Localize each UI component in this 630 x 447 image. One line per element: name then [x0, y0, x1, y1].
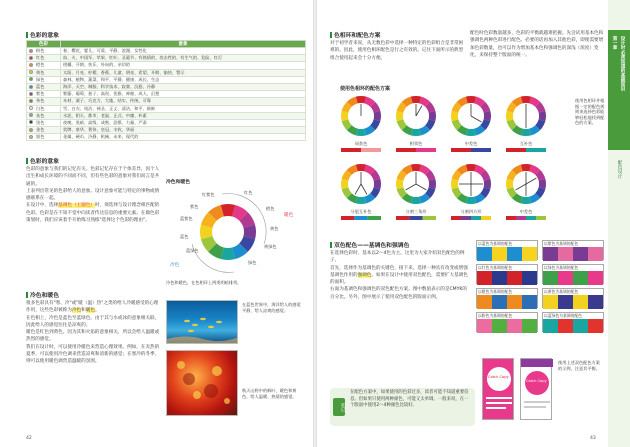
table-row: [27, 62, 306, 69]
color-name-cell: [27, 91, 61, 98]
scheme-segment: [466, 129, 476, 136]
warm-cold-wheel: [166, 186, 306, 278]
wheel-label: 绿色: [248, 260, 257, 265]
swatch-card: [476, 312, 538, 332]
swatch-block: [492, 247, 507, 261]
swatch-block: [588, 319, 603, 333]
table-row: [27, 127, 306, 134]
scheme-segment: [356, 129, 366, 136]
table-row: [27, 105, 306, 112]
scheme-swatch: [506, 216, 516, 220]
table-row: [27, 76, 306, 83]
table-row: [27, 69, 306, 76]
swatch-block: [522, 319, 537, 333]
color-meaning-cell: 水泥、阴天、都市、老鼠、正式、中庸、朴素: [61, 112, 306, 119]
color-meaning-cell: 奖牌、豪华、奢侈、皇冠、丰收、华丽: [61, 127, 306, 134]
table-row: [27, 119, 306, 126]
wheel-label: 橙色: [266, 206, 275, 211]
swatch-block: [522, 271, 537, 285]
swatch-row: [543, 295, 603, 309]
scheme-segment: [356, 96, 366, 103]
swatch-block: [492, 271, 507, 285]
mock-caption: 使用上述双色配色方案的示例，注意其平衡。: [558, 360, 600, 371]
warm-label: 暖色: [284, 213, 294, 218]
scheme-wheel: [451, 164, 491, 220]
swatch-card: [542, 312, 604, 332]
table-row: [27, 83, 306, 90]
scheme-swatch: [341, 216, 354, 220]
layout-mock-2: [520, 358, 552, 420]
color-name-cell: [27, 98, 61, 105]
color-name-cell: [27, 105, 61, 112]
scheme-swatch: [471, 148, 491, 152]
section-title-hue-circle: 色相环和配色方案: [330, 30, 380, 39]
swatch-block: [558, 271, 573, 285]
scheme-segment: [429, 179, 436, 189]
swatch-block: [522, 247, 537, 261]
swatch-row: [477, 271, 537, 285]
scheme-segment: [521, 197, 531, 204]
swatch-block: [588, 295, 603, 309]
wheel-label: 蓝紫色: [180, 216, 193, 221]
swatch-card: [542, 288, 604, 308]
swatch-block: [477, 319, 492, 333]
scheme-label: 分割四方形: [460, 209, 482, 214]
wheel-label: 红紫色: [202, 192, 215, 197]
scheme-segment: [374, 179, 381, 189]
color-dot: [29, 56, 33, 60]
swatch-block: [543, 271, 558, 285]
scheme-segment: [539, 111, 546, 121]
color-meaning-cell: 柑橘、开朗、快乐、外向的、亲切的: [61, 62, 306, 69]
scheme-wheel: [396, 96, 436, 152]
table-row: [27, 98, 306, 105]
two-color-paragraph: 在选择色彩时，基本以2～4色为主。这里为大家介绍双色配色的例子。 首先，选择作为基调色的关键色，接下来，选择一种具有改变或增强基调色作用的强调色。如果在设计中使用双色配色，需要扩大基调色的面积。 右面为基调色和强调色的双色配色方案。图中数值表示的是CMYK的百分比。另外，图中展示了使用双色配色的版面示例。: [330, 251, 468, 300]
scheme-segment: [466, 164, 476, 171]
swatch-card: [476, 288, 538, 308]
table-row: [27, 48, 306, 55]
section-title-warm-cold: 冷色和暖色: [26, 290, 59, 299]
scheme-swatch: [354, 216, 367, 220]
color-name: 蓝色: [36, 84, 45, 90]
color-meaning-table: [26, 40, 306, 141]
color-scheme-wheels: [335, 92, 565, 232]
scheme-swatch: [536, 216, 546, 220]
swatch-block: [477, 271, 492, 285]
table-header-row: [27, 41, 306, 48]
layout-mock-1: [482, 358, 514, 420]
swatch-block: [558, 295, 573, 309]
color-dot: [29, 92, 33, 96]
ocean-photo: [166, 300, 238, 344]
scheme-swatch: [341, 148, 361, 152]
wheel-label: 紫色: [190, 204, 199, 209]
color-name-cell: [27, 119, 61, 126]
swatch-block: [573, 271, 588, 285]
scheme-segment: [484, 179, 491, 189]
color-name-cell: [27, 134, 61, 141]
scheme-segment: [411, 164, 421, 171]
color-meaning-cell: 春、樱花、婴儿、可爱、平静、浪漫、女性化: [61, 48, 306, 55]
swatch-card-title: 以紫色为基调的配色: [544, 241, 579, 246]
scheme-swatch: [396, 216, 409, 220]
scheme-wheel: [506, 164, 546, 220]
table-row: [27, 112, 306, 119]
scheme-segment: [451, 179, 458, 189]
scheme-swatch: [526, 216, 536, 220]
swatch-card: [542, 264, 604, 284]
color-name: 灰色: [36, 112, 45, 118]
scheme-segment: [396, 111, 403, 121]
swatch-block: [543, 295, 558, 309]
swatch-block: [477, 295, 492, 309]
swatch-row: [477, 295, 537, 309]
page-number-left: 42: [26, 436, 32, 441]
scheme-segment: [341, 111, 348, 121]
table-row: [27, 134, 306, 141]
note-tag: 笔记: [333, 398, 345, 416]
scheme-swatch: [361, 148, 381, 152]
color-dot: [29, 106, 33, 110]
color-name-cell: [27, 62, 61, 69]
color-name: 黑色: [36, 119, 45, 125]
table-row: [27, 91, 306, 98]
color-name: 粉色: [36, 48, 45, 54]
scheme-swatch: [409, 216, 422, 220]
color-name-cell: [27, 55, 61, 62]
warm-cold-paragraph: 很多色彩具有"寒、冷"或"暖（温）热"之类的给人冷暖感受的心理作用，这些色彩被称为冷色和暖色。 在色相上，冷色是蓝色至蓝绿色。由于其与水或冰的意象相关联，因此给人的感觉往往是凉爽的。 暖色是红色到黄色。因为其和火焰的意象相关，所以会给人温暖或热烈的感觉。 我们在设计时，可以使用冷暖色来营造心理效果。例如，在炎热的夏季，可以使用冷色调来营造凉爽和清新的感觉；在寒冷的冬季，则可以使用暖色调营造温暖的氛围。: [26, 301, 160, 365]
swatch-card-title: 以黄色为基调的配色: [544, 289, 579, 294]
swatch-row: [543, 271, 603, 285]
scheme-swatch: [416, 148, 436, 152]
color-name: 红色: [36, 55, 45, 61]
scheme-segment: [506, 111, 513, 121]
wheel-label: 黄色: [270, 226, 279, 231]
scheme-swatch: [396, 148, 416, 152]
color-dot: [29, 63, 33, 67]
swatch-card: [542, 240, 604, 260]
swatch-card-title: 以红色为基调的配色: [478, 265, 513, 270]
color-meaning-cell: 森林、植物、蔬菜、和平、平静、健康、成长、生态: [61, 76, 306, 83]
scheme-swatch: [516, 216, 526, 220]
scheme-swatch: [471, 216, 481, 220]
scheme-label: 分裂互补色: [350, 209, 372, 214]
scheme-swatch: [526, 148, 546, 152]
mock-catch-copy-2: Catch Copy: [526, 379, 547, 383]
swatch-card-title: 以粉色为基调的配色: [478, 313, 513, 318]
scheme-swatch: [481, 216, 491, 220]
table-header-meaning: 意象: [61, 41, 306, 48]
swatch-card-title: 以蓝绿色为基调的配色: [544, 313, 582, 318]
color-meaning-cell: 太阳、月亮、柠檬、香蕉、儿童、明亮、希望、开朗、愉快、警示: [61, 69, 306, 76]
scheme-label: 互补色: [519, 141, 533, 146]
scheme-segment: [396, 179, 403, 189]
swatch-card-title: 以橙色为基调的配色: [478, 289, 513, 294]
section-bar: [26, 32, 28, 38]
color-name: 银色: [36, 134, 45, 140]
color-name: 紫色: [36, 91, 45, 97]
chapter-subtitle: 配色设计: [617, 160, 622, 179]
color-image-paragraph: 色彩的意象与我们的记忆有关。色彩记忆存在于个体差异，因个人出生和成长环境的不同而不同，但有些色彩的意象对我们而言是共通的。 上表列出常见的色彩给人的意象。设计意象可能与特定的事物或情感联系在一起。 在设计中，选择基调色（主题色）时，须选择与设计理念相匹配的色彩。色彩是在不知不觉中向读者传达信息的重要元素。在做色彩策划时，我们应该着手开始练习熟练"选择这个色彩的理由"。: [26, 167, 160, 224]
scheme-segment: [466, 197, 476, 204]
scheme-segment: [374, 111, 381, 121]
chapter-title: 设计时必须知道的基础知识: [620, 36, 625, 92]
swatch-block: [492, 319, 507, 333]
color-name: 茶色: [36, 98, 45, 104]
autumn-leaves-photo: [166, 350, 238, 416]
color-dot: [29, 99, 33, 103]
wheel-label: 黄绿色: [264, 244, 277, 249]
swatch-block: [543, 319, 558, 333]
scheme-label: 中差色: [519, 209, 533, 214]
scheme-label: 相邻色: [409, 141, 423, 146]
wheels-title: 使用色相环的配色方案: [340, 86, 391, 92]
mock-catch-copy-1: Catch Copy: [488, 375, 509, 379]
wheels-side-note: 使用色相环并根据一定的配色规则来选择色彩能够轻松地找到配色的方案。: [575, 98, 605, 126]
color-dot: [29, 85, 33, 89]
scheme-segment: [521, 129, 531, 136]
swatch-block: [507, 295, 522, 309]
scheme-swatch: [423, 216, 436, 220]
scheme-wheel: [396, 164, 436, 220]
color-name: 白色: [36, 105, 45, 111]
swatch-block: [492, 295, 507, 309]
color-name: 黄色: [36, 69, 45, 75]
color-name-cell: [27, 112, 61, 119]
ocean-photo-caption: 在蓝色世界中，海洋给人的感觉平静，给人凉爽的感觉。: [242, 302, 301, 313]
swatch-block: [573, 295, 588, 309]
color-name-cell: [27, 76, 61, 83]
scheme-segment: [356, 197, 366, 204]
scheme-segment: [521, 96, 531, 103]
swatch-row: [477, 319, 537, 333]
color-meaning-cell: 夜晚、黑暗、高级、成熟、恐惧、力量、严肃: [61, 119, 306, 126]
color-dot: [29, 128, 33, 132]
table-header-color: 色彩: [27, 41, 61, 48]
color-name-cell: [27, 48, 61, 55]
scheme-wheel: [341, 96, 381, 152]
scheme-segment: [521, 164, 531, 171]
wheel-label: 蓝绿色: [186, 248, 199, 253]
swatch-row: [543, 319, 603, 333]
section-title-two-color: 双色配色——基调色和强调色: [330, 240, 409, 249]
swatch-block: [543, 247, 558, 261]
swatch-block: [588, 271, 603, 285]
scheme-segment: [356, 164, 366, 171]
scheme-wheel: [451, 96, 491, 152]
color-dot: [29, 113, 33, 117]
scheme-segment: [411, 129, 421, 136]
swatch-block: [507, 271, 522, 285]
swatch-card: [476, 264, 538, 284]
swatch-row: [477, 247, 537, 261]
left-page: [0, 0, 313, 447]
hue-circle-paragraph-2: 配色时色彩数量越多，色彩的平衡就越难把握。先尝试用基本色和强调色两种色彩进行配色。必要的话再加入其他色彩，即使需要增加色彩数量，也可以作为增加基本色和强调色的深浅（浓度）变化，来保持整个版面的统一。: [470, 31, 604, 58]
swatch-block: [588, 247, 603, 261]
color-dot: [29, 77, 33, 81]
color-name: 金色: [36, 127, 45, 133]
swatch-card: [476, 240, 538, 260]
swatch-row: [543, 247, 603, 261]
color-dot: [29, 120, 33, 124]
scheme-swatch: [506, 148, 526, 152]
color-name-cell: [27, 127, 61, 134]
chapter-number: 第一章: [612, 36, 617, 50]
color-name: 橙色: [36, 62, 45, 68]
scheme-swatch: [461, 216, 471, 220]
swatch-block: [507, 247, 522, 261]
scheme-swatch: [451, 148, 471, 152]
scheme-label: 分割三角形: [405, 209, 427, 214]
color-name-cell: [27, 83, 61, 90]
scheme-segment: [466, 96, 476, 103]
scheme-segment: [484, 111, 491, 121]
wheel-label: 红色: [244, 190, 253, 195]
cold-label: 冷色: [170, 263, 180, 268]
wheel-title: 冷色和暖色: [166, 180, 190, 185]
wheel-label: 蓝色: [180, 234, 189, 239]
swatch-block: [507, 319, 522, 333]
scheme-segment: [539, 179, 546, 189]
color-name: 绿色: [36, 76, 45, 82]
scheme-label: 中差色: [464, 141, 478, 146]
page-number-right: 43: [590, 436, 596, 441]
color-dot: [29, 135, 33, 139]
color-name-cell: [27, 69, 61, 76]
scheme-segment: [429, 111, 436, 121]
swatch-block: [573, 247, 588, 261]
scheme-segment: [411, 197, 421, 204]
scheme-segment: [341, 179, 348, 189]
scheme-segment: [411, 96, 421, 103]
color-meaning-cell: 金属、硬币、冷静、机械、未来、现代的: [61, 134, 306, 141]
color-meaning-cell: 海洋、天空、制服、科学技术、寂寞、沉稳、冷静: [61, 83, 306, 90]
wheel-caption: 冷色和暖色，在色相环上两类明暗排列。: [166, 280, 242, 285]
table-title: 色彩的意象: [26, 30, 59, 39]
scheme-label: 同类色: [354, 141, 368, 146]
hue-circle-paragraph-1: 对于初学者来说，从无数色彩中选择一种特定的色彩组合是非常困难的。因此，使用色相环配色是行之有效的。记住下面所示的典型组合使用起来会十分方便。: [330, 41, 464, 61]
scheme-segment: [506, 179, 513, 189]
section-title-color-image: 色彩的意象: [26, 156, 59, 165]
swatch-block: [522, 295, 537, 309]
table-row: [27, 55, 306, 62]
color-meaning-cell: 木材、栗子、巧克力、大地、结实、传统、可靠: [61, 98, 306, 105]
scheme-wheel: [341, 164, 381, 220]
autumn-photo-caption: 秋天山野中的枫叶，暖色和黄色，给人温暖、热情的感觉。: [242, 388, 297, 399]
swatch-block: [558, 319, 573, 333]
color-meaning-cell: 血、火、中国军、苹果、红叶、圣诞节、有热情的、攻击性的、有生气的、危险、红灯: [61, 55, 306, 62]
note-text: 在配色方案中，如果使用的色彩过多，读者可能不知道重要信息。但如果只使用两种颜色，可能又太单调。一般来说，在一个版面中使用2～4种颜色比较好。: [350, 390, 469, 409]
swatch-block: [558, 247, 573, 261]
color-meaning-cell: 紫藤、葡萄、茄子、高贵、优雅、神秘、成人、幻想: [61, 91, 306, 98]
color-dot: [29, 49, 33, 53]
scheme-swatch: [451, 216, 461, 220]
swatch-block: [477, 247, 492, 261]
scheme-wheel: [506, 96, 546, 152]
color-meaning-cell: 雪、白衣、纯洁、神圣、正义、清洁、和平、新鲜: [61, 105, 306, 112]
scheme-swatch: [368, 216, 381, 220]
swatch-card-title: 以蓝色为基调的配色: [478, 241, 513, 246]
scheme-segment: [451, 111, 458, 121]
color-dot: [29, 70, 33, 74]
swatch-card-title: 以绿色为基调的配色: [544, 265, 579, 270]
swatch-block: [573, 319, 588, 333]
